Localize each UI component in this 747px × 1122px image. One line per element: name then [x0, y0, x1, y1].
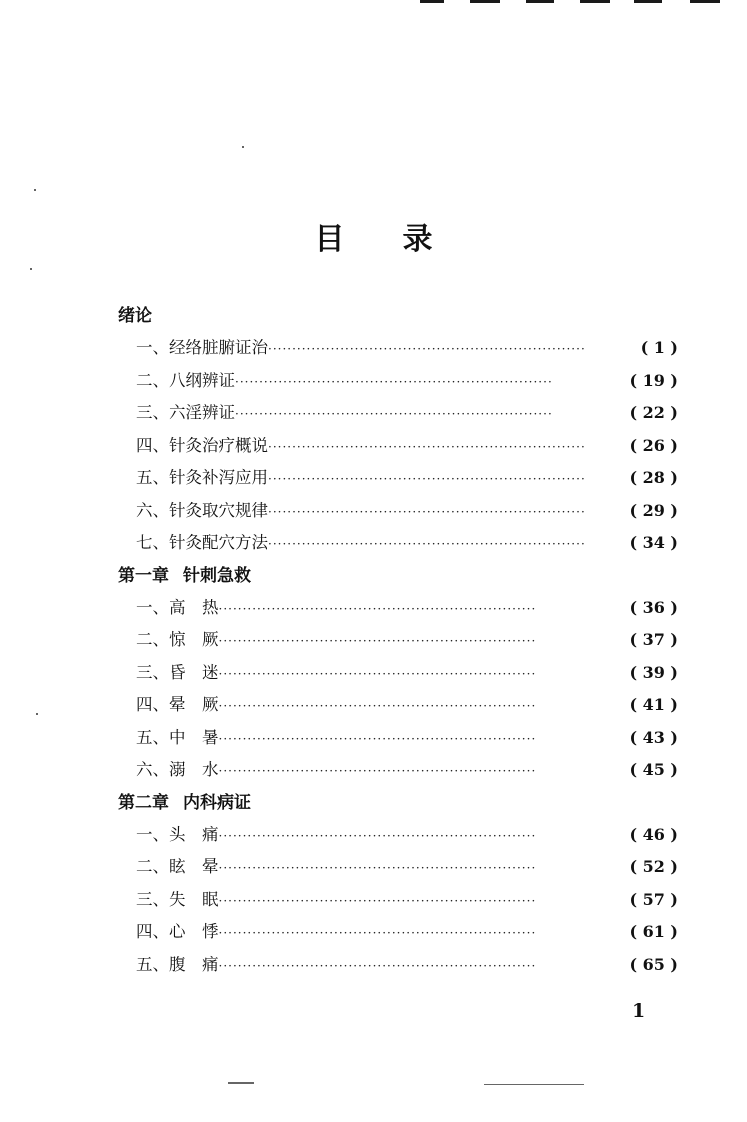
- entry-label: 一、高 热: [136, 597, 219, 617]
- entry-page: ( 65 ): [629, 954, 678, 974]
- entry-label: 五、针灸补泻应用: [136, 468, 268, 487]
- dot-leader: ··································································: [218, 764, 537, 778]
- dot-leader: ··································································: [218, 828, 537, 843]
- scan-artifact: [228, 1082, 254, 1084]
- section-heading-intro: [118, 300, 678, 332]
- dot-leader: ··································································: [268, 537, 586, 551]
- entry-page: ( 46 ): [629, 824, 678, 844]
- entry-page: ( 26 ): [629, 435, 678, 455]
- entry-label: 七、针灸配穴方法: [136, 533, 268, 552]
- toc-entry: [118, 462, 678, 495]
- toc-entry: [118, 592, 678, 625]
- scan-speck: [242, 146, 244, 148]
- table-of-contents: [118, 300, 678, 981]
- toc-entry: [118, 527, 678, 560]
- dot-leader: ··································································: [268, 504, 586, 519]
- toc-entry: [118, 365, 678, 398]
- page-title: [0, 214, 747, 258]
- dot-leader: ··································································: [235, 374, 553, 389]
- scan-artifact: [420, 0, 444, 3]
- entry-label: 四、心 悸: [136, 922, 219, 941]
- entry-label: 四、针灸治疗概说: [136, 435, 268, 455]
- scan-artifact: [690, 0, 720, 3]
- toc-entry: [118, 754, 678, 787]
- entry-label: 四、晕 厥: [136, 695, 219, 714]
- entry-page: ( 37 ): [629, 630, 678, 649]
- entry-page: ( 45 ): [629, 760, 678, 779]
- dot-leader: ··································································: [268, 439, 586, 454]
- toc-entry: [118, 722, 678, 755]
- entry-label: 五、中 暑: [136, 727, 219, 747]
- toc-entry: [118, 884, 678, 917]
- chapter-number: 第二章: [118, 792, 169, 813]
- entry-page: ( 34 ): [629, 533, 678, 552]
- entry-label: 三、失 眠: [136, 889, 219, 909]
- toc-entry: [118, 495, 678, 528]
- dot-leader: ··································································: [218, 893, 537, 908]
- entry-page: ( 22 ): [629, 403, 678, 422]
- dot-leader: ··································································: [218, 634, 537, 648]
- toc-entry: [118, 657, 678, 690]
- entry-label: 一、头 痛: [136, 824, 219, 844]
- dot-leader: ··································································: [218, 666, 537, 681]
- entry-label: 三、昏 迷: [136, 662, 219, 682]
- entry-label: 六、溺 水: [136, 760, 219, 779]
- entry-label: 五、腹 痛: [136, 954, 219, 974]
- scan-artifact: [526, 0, 554, 3]
- section-heading-chapter-1: [118, 560, 678, 592]
- section-heading-text: 绪论: [118, 306, 152, 326]
- section-heading-chapter-2: [118, 787, 678, 819]
- chapter-number: 第一章: [118, 565, 169, 586]
- dot-leader: ··································································: [218, 926, 537, 940]
- scan-artifact: [634, 0, 662, 3]
- toc-entry: [118, 819, 678, 852]
- toc-entry: [118, 332, 678, 365]
- entry-page: ( 1 ): [640, 338, 678, 357]
- entry-label: 二、八纲辨证: [136, 370, 235, 390]
- toc-entry: [118, 430, 678, 463]
- entry-page: ( 52 ): [629, 857, 678, 876]
- toc-entry: [118, 624, 678, 657]
- scan-artifact: [484, 1084, 584, 1085]
- toc-entry: [118, 851, 678, 884]
- dot-leader: ··································································: [218, 861, 537, 875]
- scan-speck: [34, 189, 36, 191]
- scan-speck: [36, 713, 38, 715]
- entry-page: ( 39 ): [629, 662, 678, 682]
- toc-entry: [118, 689, 678, 722]
- entry-page: ( 19 ): [629, 370, 678, 390]
- title-part-2: 录: [402, 222, 433, 257]
- dot-leader: ··································································: [235, 407, 553, 421]
- chapter-title: 针刺急救: [183, 565, 251, 586]
- entry-page: ( 41 ): [629, 695, 678, 714]
- toc-entry: [118, 397, 678, 430]
- dot-leader: ··································································: [218, 601, 537, 616]
- toc-entry: [118, 949, 678, 982]
- entry-page: ( 28 ): [629, 468, 678, 487]
- entry-label: 一、经络脏腑证治: [136, 338, 268, 357]
- entry-page: ( 36 ): [629, 597, 678, 617]
- scan-artifact: [580, 0, 610, 3]
- dot-leader: ··································································: [218, 699, 537, 713]
- scan-speck: [30, 268, 32, 270]
- dot-leader: ··································································: [268, 342, 586, 356]
- dot-leader: ··································································: [218, 958, 537, 973]
- entry-label: 二、惊 厥: [136, 630, 219, 649]
- page-number: 1: [632, 1000, 646, 1022]
- dot-leader: ··································································: [218, 731, 537, 746]
- dot-leader: ··································································: [268, 472, 586, 486]
- entry-label: 六、针灸取穴规律: [136, 500, 268, 520]
- entry-page: ( 61 ): [629, 922, 678, 941]
- entry-label: 二、眩 晕: [136, 857, 219, 876]
- scan-artifact: [470, 0, 500, 3]
- toc-entry: [118, 916, 678, 949]
- title-part-1: 目: [314, 222, 345, 257]
- entry-page: ( 43 ): [629, 727, 678, 747]
- entry-page: ( 57 ): [629, 889, 678, 909]
- entry-page: ( 29 ): [629, 500, 678, 520]
- entry-label: 三、六淫辨证: [136, 403, 235, 422]
- chapter-title: 内科病证: [183, 792, 251, 813]
